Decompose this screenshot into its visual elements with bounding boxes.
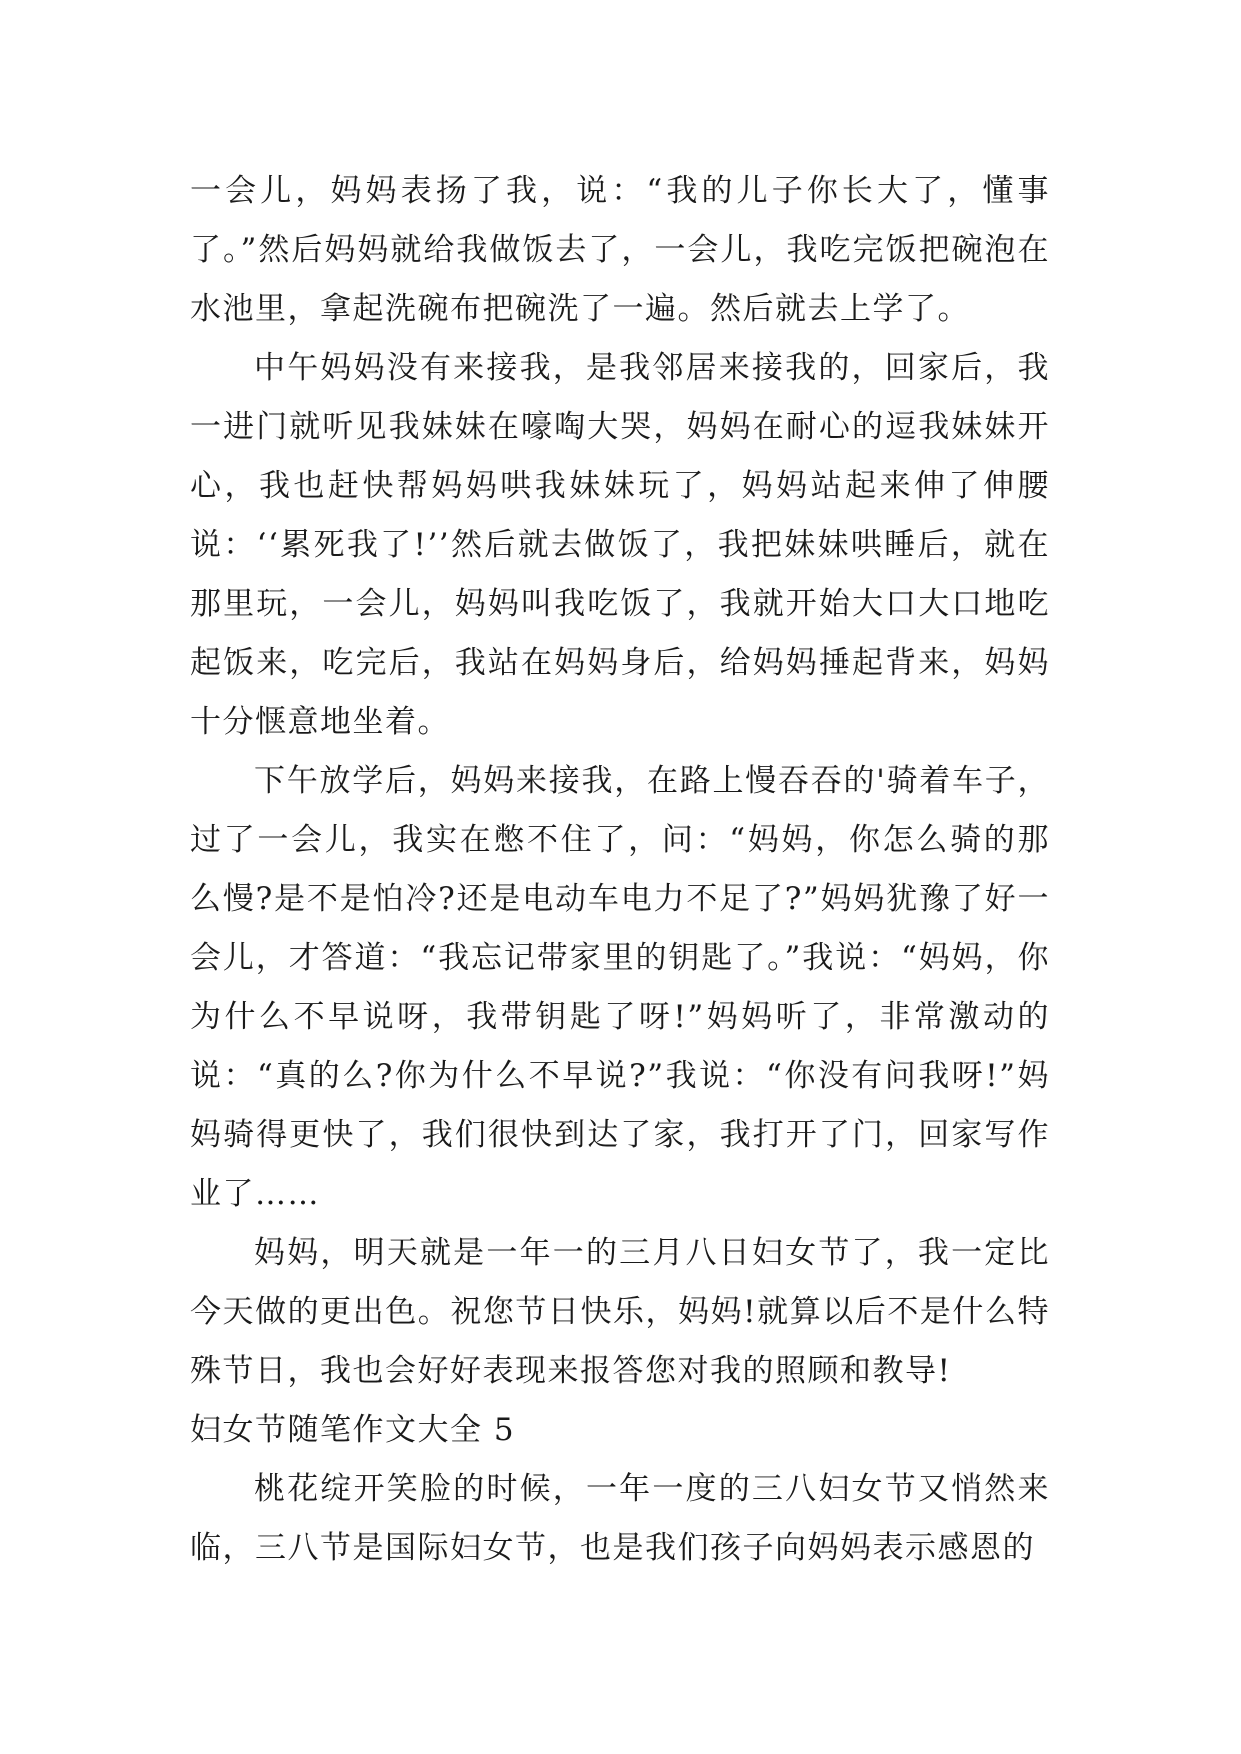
section-heading: 妇女节随笔作文大全 5 [190,1412,516,1448]
paragraph-3: 下午放学后，妈妈来接我，在路上慢吞吞的'骑着车子，过了一会儿，我实在憋不住了，问：“妈妈，你怎么骑的那么慢?是不是怕冷?还是电动车电力不足了?”妈妈犹豫了好一会儿，才答道：“我忘记带家里的钥匙了。”我说：“妈妈，你为什么不早说呀，我带钥匙了呀!”妈妈听了，非常激动的说：“真的么?你为什么不早说?”我说：“你没有问我呀!”妈妈骑得更快了，我们很快到达了家，我打开了门，回家写作业了…… [190,763,1050,1212]
document-body [190,162,1050,1578]
paragraph-5: 桃花绽开笑脸的时候，一年一度的三八妇女节又悄然来临，三八节是国际妇女节，也是我们孩子向妈妈表示感恩的 [190,1471,1050,1566]
paragraph-4: 妈妈，明天就是一年一的三月八日妇女节了，我一定比今天做的更出色。祝您节日快乐，妈妈!就算以后不是什么特殊节日，我也会好好表现来报答您对我的照顾和教导! [190,1235,1050,1389]
paragraph-1: 一会儿，妈妈表扬了我，说：“我的儿子你长大了，懂事了。”然后妈妈就给我做饭去了，一会儿，我吃完饭把碗泡在水池里，拿起洗碗布把碗洗了一遍。然后就去上学了。 [190,173,1050,327]
paragraph-2: 中午妈妈没有来接我，是我邻居来接我的，回家后，我一进门就听见我妹妹在嚎啕大哭，妈妈在耐心的逗我妹妹开心，我也赶快帮妈妈哄我妹妹玩了，妈妈站起来伸了伸腰说：‘‘累死我了!’’然后就去做饭了，我把妹妹哄睡后，就在那里玩，一会儿，妈妈叫我吃饭了，我就开始大口大口地吃起饭来，吃完后，我站在妈妈身后，给妈妈捶起背来，妈妈十分惬意地坐着。 [190,350,1050,740]
